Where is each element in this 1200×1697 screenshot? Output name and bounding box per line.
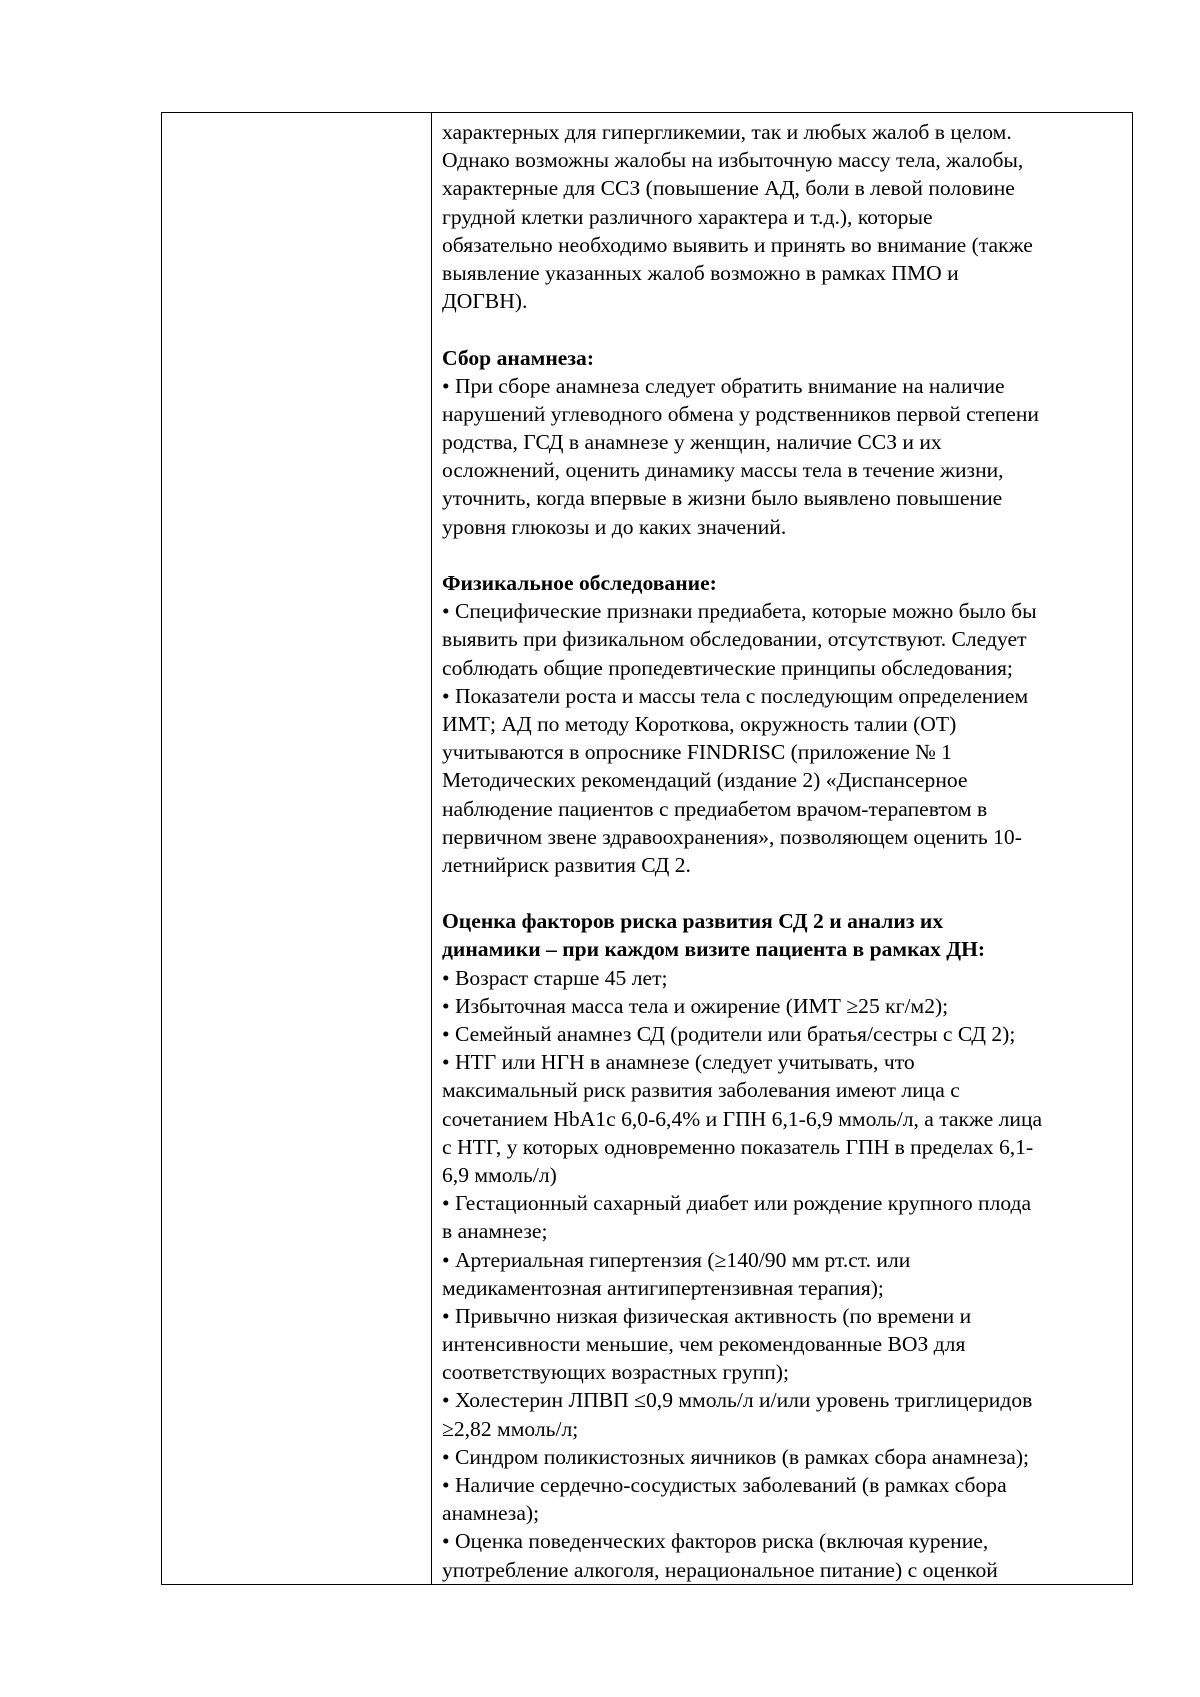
text-line: соответствующих возрастных групп);: [442, 1360, 789, 1385]
physical-exam-section: [442, 569, 1126, 879]
text-line: максимальный риск развития заболевания имеют лица с: [442, 1078, 960, 1103]
text-line: 6,9 ммоль/л): [442, 1162, 557, 1187]
risk-factors-section: [442, 907, 1126, 1584]
blank-line: [442, 879, 1126, 907]
text-line: уровня глюкозы и до каких значений.: [442, 514, 787, 539]
text-line: обязательно необходимо выявить и принять во внимание (также: [442, 232, 1033, 257]
content-table: [161, 112, 1133, 1585]
text-line: • Возраст старше 45 лет;: [442, 965, 668, 990]
text-line: Методических рекомендаций (издание 2) «Диспансерное: [442, 768, 968, 793]
text-line: • Привычно низкая физическая активность (по времени и: [442, 1303, 972, 1328]
text-line: медикаментозная антигипертензивная терапия);: [442, 1275, 884, 1300]
text-line: летнийриск развития СД 2.: [442, 852, 691, 877]
text-line: родства, ГСД в анамнезе у женщин, наличие ССЗ и их: [442, 430, 942, 455]
text-line: употребление алкоголя, нерациональное питание) с оценкой: [442, 1557, 998, 1582]
text-line: • Избыточная масса тела и ожирение (ИМТ ≥25 кг/м2);: [442, 993, 949, 1018]
text-line: нарушений углеводного обмена у родственников первой степени: [442, 401, 1039, 426]
text-line: • Артериальная гипертензия (≥140/90 мм рт.ст. или: [442, 1247, 911, 1272]
table-row: [162, 113, 1133, 1585]
blank-line: [442, 315, 1126, 343]
text-line: сочетанием HbA1c 6,0-6,4% и ГПН 6,1-6,9 ммоль/л, а также лица: [442, 1106, 1043, 1131]
right-text-cell: [432, 113, 1133, 1585]
text-line: Однако возможны жалобы на избыточную массу тела, жалобы,: [442, 148, 1024, 173]
text-line: • Холестерин ЛПВП ≤0,9 ммоль/л и/или уровень триглицеридов: [442, 1388, 1033, 1413]
text-line: с НТГ, у которых одновременно показатель ГПН в пределах 6,1-: [442, 1134, 1034, 1159]
text-line: анамнеза);: [442, 1501, 540, 1526]
text-line: ИМТ; АД по методу Короткова, окружность талии (ОТ): [442, 711, 957, 736]
text-line: характерные для ССЗ (повышение АД, боли в левой половине: [442, 176, 1015, 201]
text-line: выявить при физикальном обследовании, отсутствуют. Следует: [442, 627, 1027, 652]
text-line: интенсивности меньшие, чем рекомендованные ВОЗ для: [442, 1332, 966, 1357]
text-line: • Наличие сердечно-сосудистых заболеваний (в рамках сбора: [442, 1473, 1007, 1497]
cell-content: [432, 113, 1132, 1584]
anamnesis-section: [442, 344, 1126, 541]
text-line: • Специфические признаки предиабета, которые можно было бы: [442, 599, 1037, 624]
text-line: • Показатели роста и массы тела с последующим определением: [442, 683, 1029, 708]
text-line: выявление указанных жалоб возможно в рамках ПМО и: [442, 260, 959, 285]
text-line: характерных для гипергликемии, так и любых жалоб в целом.: [442, 120, 1012, 144]
text-line: уточнить, когда впервые в жизни было выявлено повышение: [442, 486, 1003, 511]
text-line: • Оценка поведенческих факторов риска (включая курение,: [442, 1529, 989, 1554]
text-line: • Семейный анамнез СД (родители или братья/сестры с СД 2);: [442, 1022, 1016, 1046]
text-line: осложнений, оценить динамику массы тела в течение жизни,: [442, 458, 1004, 483]
left-empty-cell: [162, 113, 432, 1585]
section-heading: динамики – при каждом визите пациента в рамках ДН:: [442, 937, 986, 962]
text-line: • НТГ или НГН в анамнезе (следует учитывать, что: [442, 1050, 915, 1075]
text-line: грудной клетки различного характера и т.д.), которые: [442, 204, 933, 229]
text-line: в анамнезе;: [442, 1219, 548, 1244]
text-line: учитываются в опроснике FINDRISC (приложение № 1: [442, 740, 952, 765]
text-line: первичном звене здравоохранения», позволяющем оценить 10-: [442, 824, 1022, 849]
text-line: • Гестационный сахарный диабет или рождение крупного плода: [442, 1191, 1032, 1216]
text-line: наблюдение пациентов с предиабетом врачом-терапевтом в: [442, 796, 988, 821]
text-line: • Синдром поликистозных яичников (в рамках сбора анамнеза);: [442, 1444, 1030, 1469]
intro-paragraph: [442, 118, 1126, 315]
text-line: ≥2,82 ммоль/л;: [442, 1416, 579, 1441]
text-line: соблюдать общие пропедевтические принципы обследования;: [442, 655, 1013, 680]
text-line: • При сборе анамнеза следует обратить внимание на наличие: [442, 373, 1005, 398]
section-heading: Физикальное обследование:: [442, 571, 717, 595]
section-heading: Сбор анамнеза:: [442, 345, 595, 370]
section-heading: Оценка факторов риска развития СД 2 и анализ их: [442, 909, 944, 934]
text-line: ДОГВН).: [442, 289, 528, 314]
blank-line: [442, 541, 1126, 569]
